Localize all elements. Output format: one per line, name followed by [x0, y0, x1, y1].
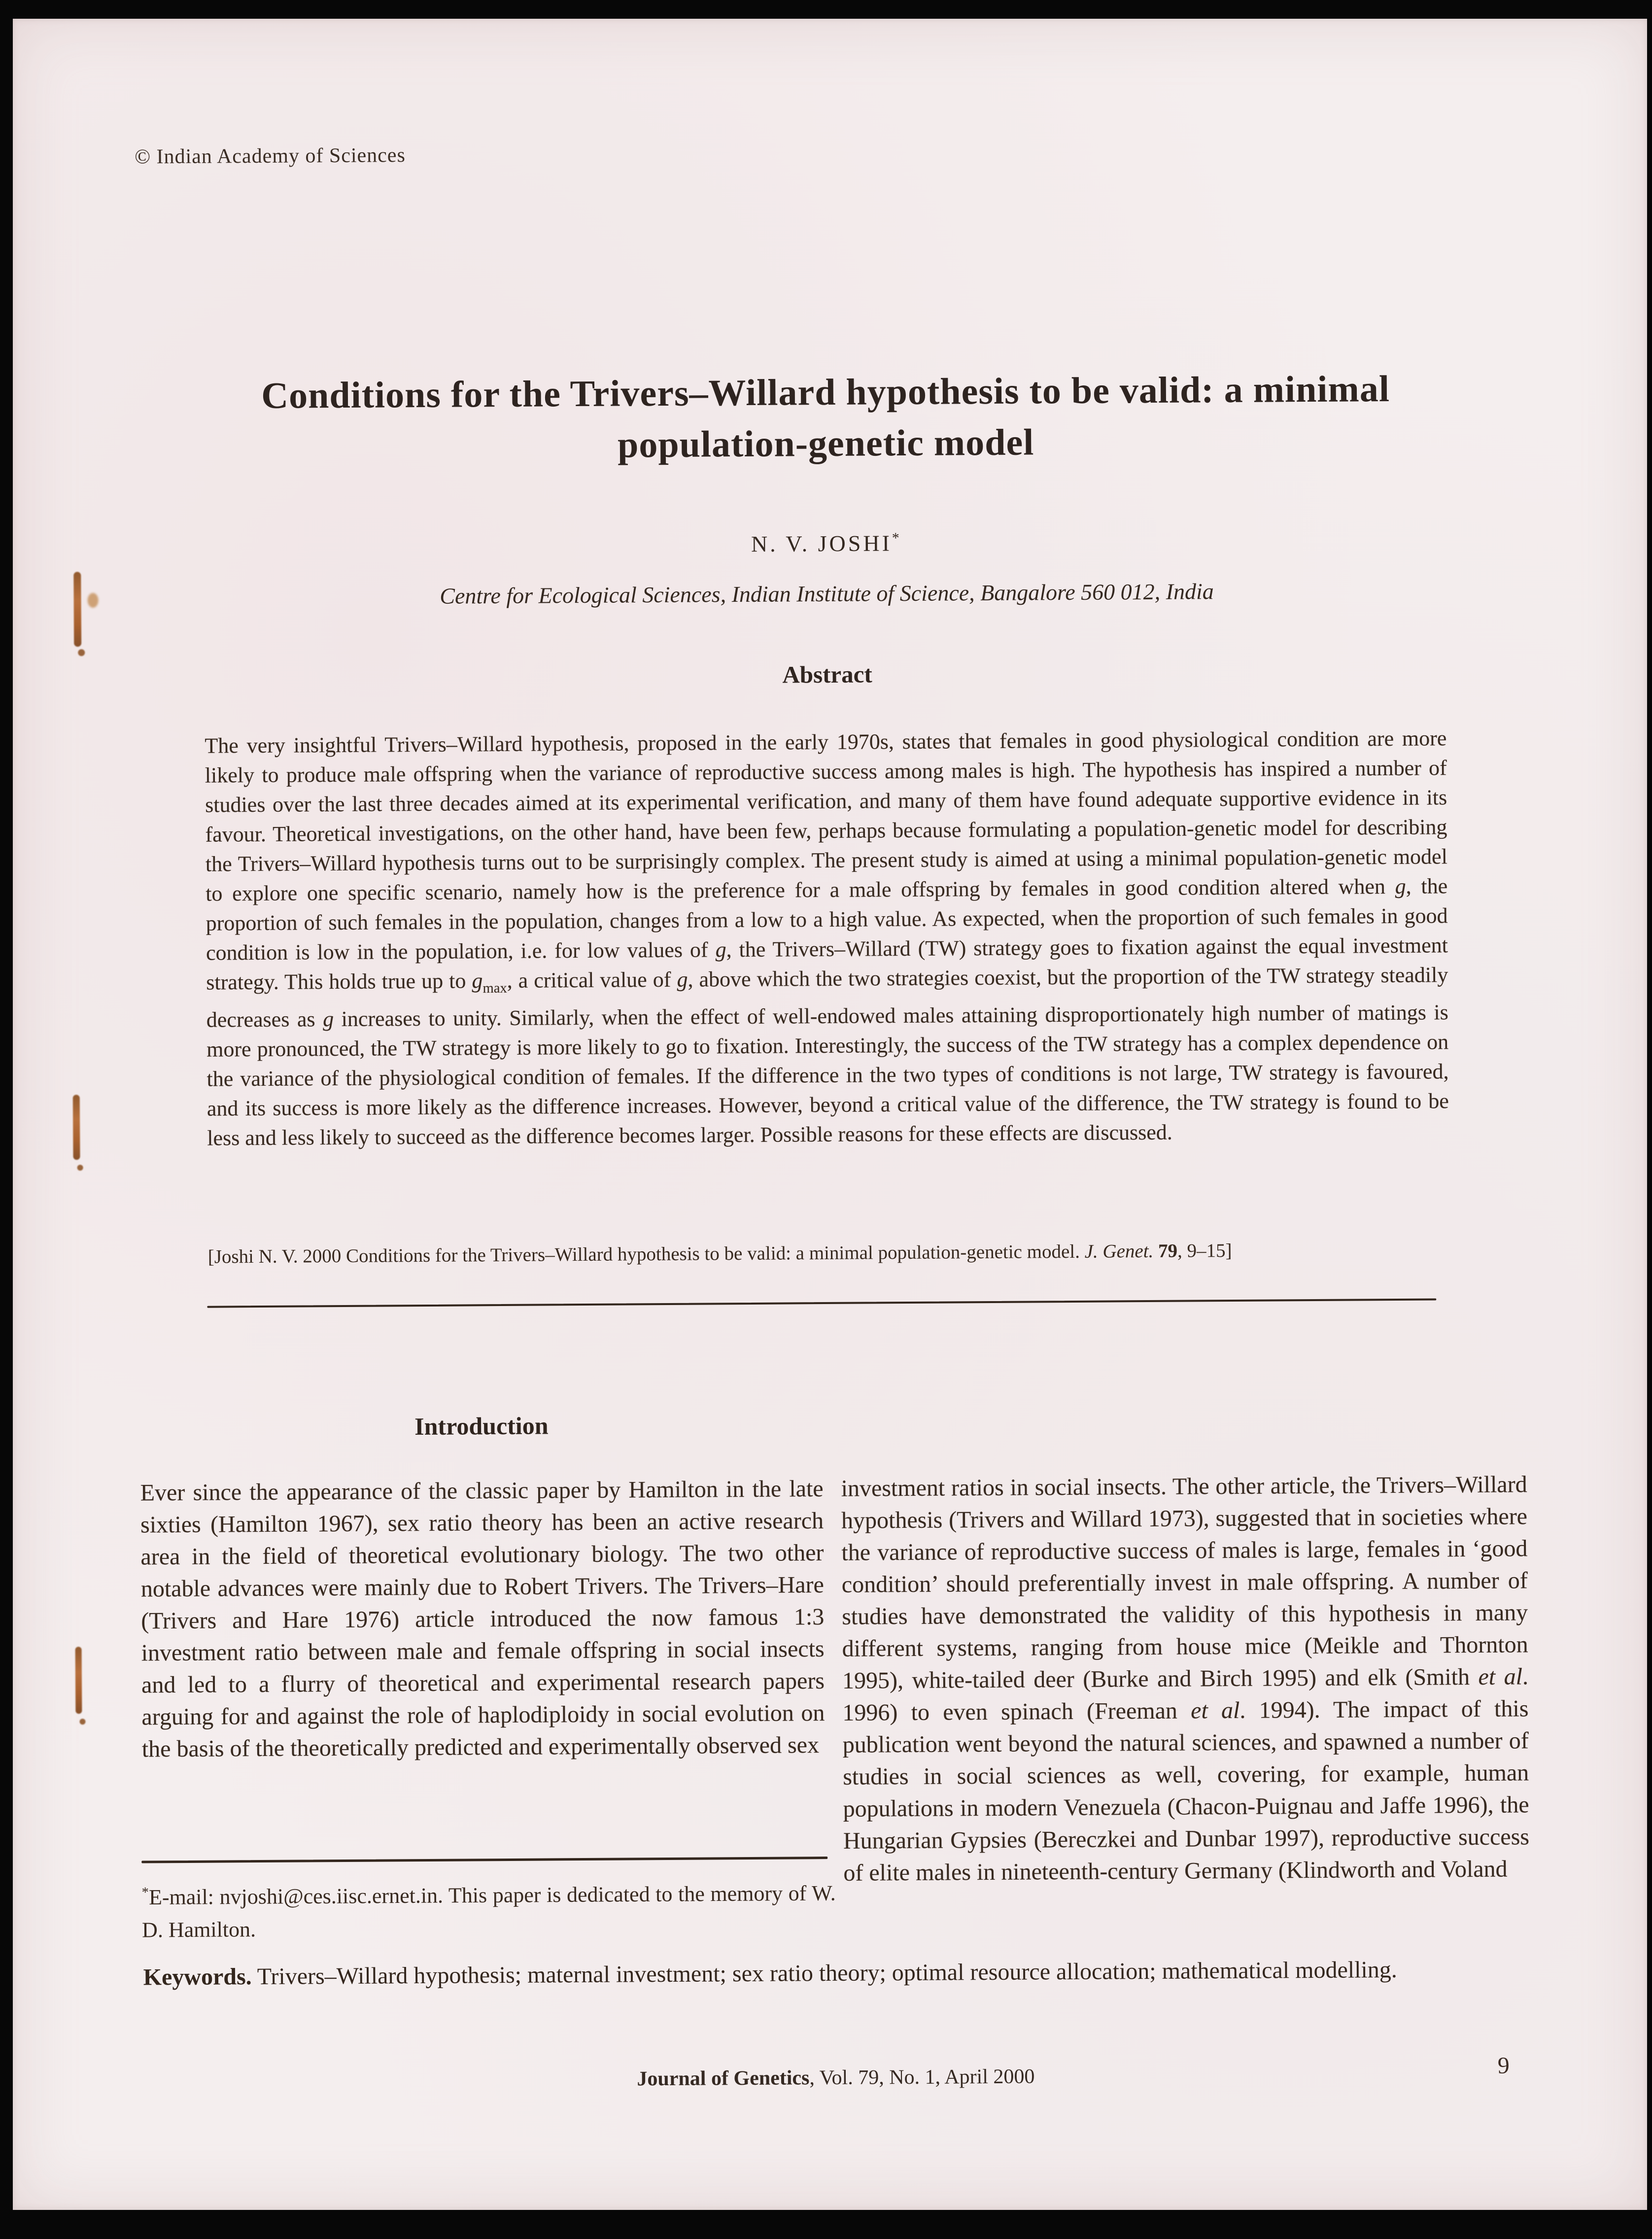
title-line-2: population-genetic model — [617, 421, 1034, 466]
abstract-body: The very insightful Trivers–Willard hypothesis, proposed in the early 1970s, states that females in good physiological condition are more likely to produce male offspring when the variance of reproductive success among males is high. The hypothesis has inspired a number of studies over the last three decades aimed at its experimental verification, and many of them have found adequate supportive evidence in its favour. Theoretical investigations, on the other hand, have been few, perhaps because formulating a population-genetic model for describing the Trivers–Willard hypothesis turns out to be surprisingly complex. The present study is aimed at using a minimal population-genetic model to explore one specific scenario, namely how is the preference for a male offspring by females in good condition altered when g, the proportion of such females in the population, changes from a low to a high value. As expected, when the proportion of such females in good condition is low in the population, i.e. for low values of g, the Trivers–Willard (TW) strategy goes to fixation against the equal investment strategy. This holds true up to $g_{max}$, a critical value of g, above which the two strategies coexist, but the proportion of the TW strategy steadily decreases as g increases to unity. Similarly, when the effect of well-endowed males attaining disproportionately high number of matings is more pronounced, the TW strategy is more likely to go to fixation. Interestingly, the success of the TW strategy has a complex dependence on the variance of the physiological condition of females. If the difference in the two types of conditions is not large, TW strategy is favoured, and its success is more likely as the difference increases. However, beyond a critical value of the difference, the TW strategy is found to be less and less likely to succeed as the difference becomes larger. Possible reasons for these effects are discussed. — [205, 726, 1449, 1150]
staple-rust-mark-1 — [73, 572, 81, 647]
keywords-line: Keywords. Trivers–Willard hypothesis; maternal investment; sex ratio theory; optimal resource allocation; mathematical modelling. — [143, 1956, 1397, 1991]
page-content — [6, 13, 1652, 2214]
introduction-heading: Introduction — [414, 1412, 549, 1441]
paper-page — [13, 19, 1647, 2210]
introduction-right-column: investment ratios in social insects. The other article, the Trivers–Willard hypothesis (Trivers and Willard 1973), suggested that in societies where the variance of reproductive success of males is large, females in ‘good condition’ should preferentially invest in male offspring. A number of studies have demonstrated the validity of this hypothesis in many different systems, ranging from house mice (Meikle and Thornton 1995), white-tailed deer (Burke and Birch 1995) and elk (Smith et al. 1996) to even spinach (Freeman et al. 1994). The impact of this publication went beyond the natural sciences, and spawned a number of studies in social sciences as well, covering, for example, human populations in modern Venezuela (Chacon-Puignau and Jaffe 1996), the Hungarian Gypsies (Bereczkei and Dunbar 1997), reproductive success of elite males in nineteenth-century Germany (Klindworth and Voland — [841, 1471, 1530, 1886]
journal-footer: Journal of Genetics, Vol. 79, No. 1, April 2000 — [637, 2065, 1035, 2091]
author-affiliation: Centre for Ecological Sciences, Indian Institute of Science, Bangalore 560 012, India — [440, 579, 1214, 609]
staple-rust-dot-3 — [79, 1719, 85, 1724]
abstract-heading: Abstract — [782, 660, 872, 689]
citation-line: [Joshi N. V. 2000 Conditions for the Trivers–Willard hypothesis to be valid: a minimal population-genetic model. J. Genet. 79, 9–15] — [207, 1240, 1232, 1268]
staple-rust-dot-1 — [78, 649, 85, 656]
title-line-1: Conditions for the Trivers–Willard hypothesis to be valid: a minimal — [261, 368, 1390, 416]
copyright-line: © Indian Academy of Sciences — [134, 144, 406, 169]
footnote-text: *E-mail: nvjoshi@ces.iisc.ernet.in. This paper is dedicated to the memory of W. D. Hamilton. — [141, 1881, 836, 1942]
staple-rust-mark-2 — [73, 1095, 80, 1160]
author-name: N. V. JOSHI* — [751, 530, 902, 557]
abstract-divider — [207, 1298, 1436, 1308]
staple-rust-dot-2 — [77, 1165, 83, 1171]
introduction-left-column: Ever since the appearance of the classic paper by Hamilton in the late sixties (Hamilton 1967), sex ratio theory has been an active research area in the field of theoretical evolutionary biology. The two other notable advances were mainly due to Robert Trivers. The Trivers–Hare (Trivers and Hare 1976) article introduced the now famous 1:3 investment ratio between male and female offspring in social insects and led to a flurry of theoretical and experimental research papers arguing for and against the role of haplodiploidy in social evolution on the basis of the theoretically predicted and experimentally observed sex — [140, 1476, 825, 1762]
article-title — [8, 362, 1643, 474]
staple-rust-blob-1 — [88, 593, 99, 608]
footnote-divider — [141, 1857, 827, 1863]
page-number: 9 — [1497, 2052, 1510, 2079]
staple-rust-mark-3 — [75, 1647, 82, 1714]
